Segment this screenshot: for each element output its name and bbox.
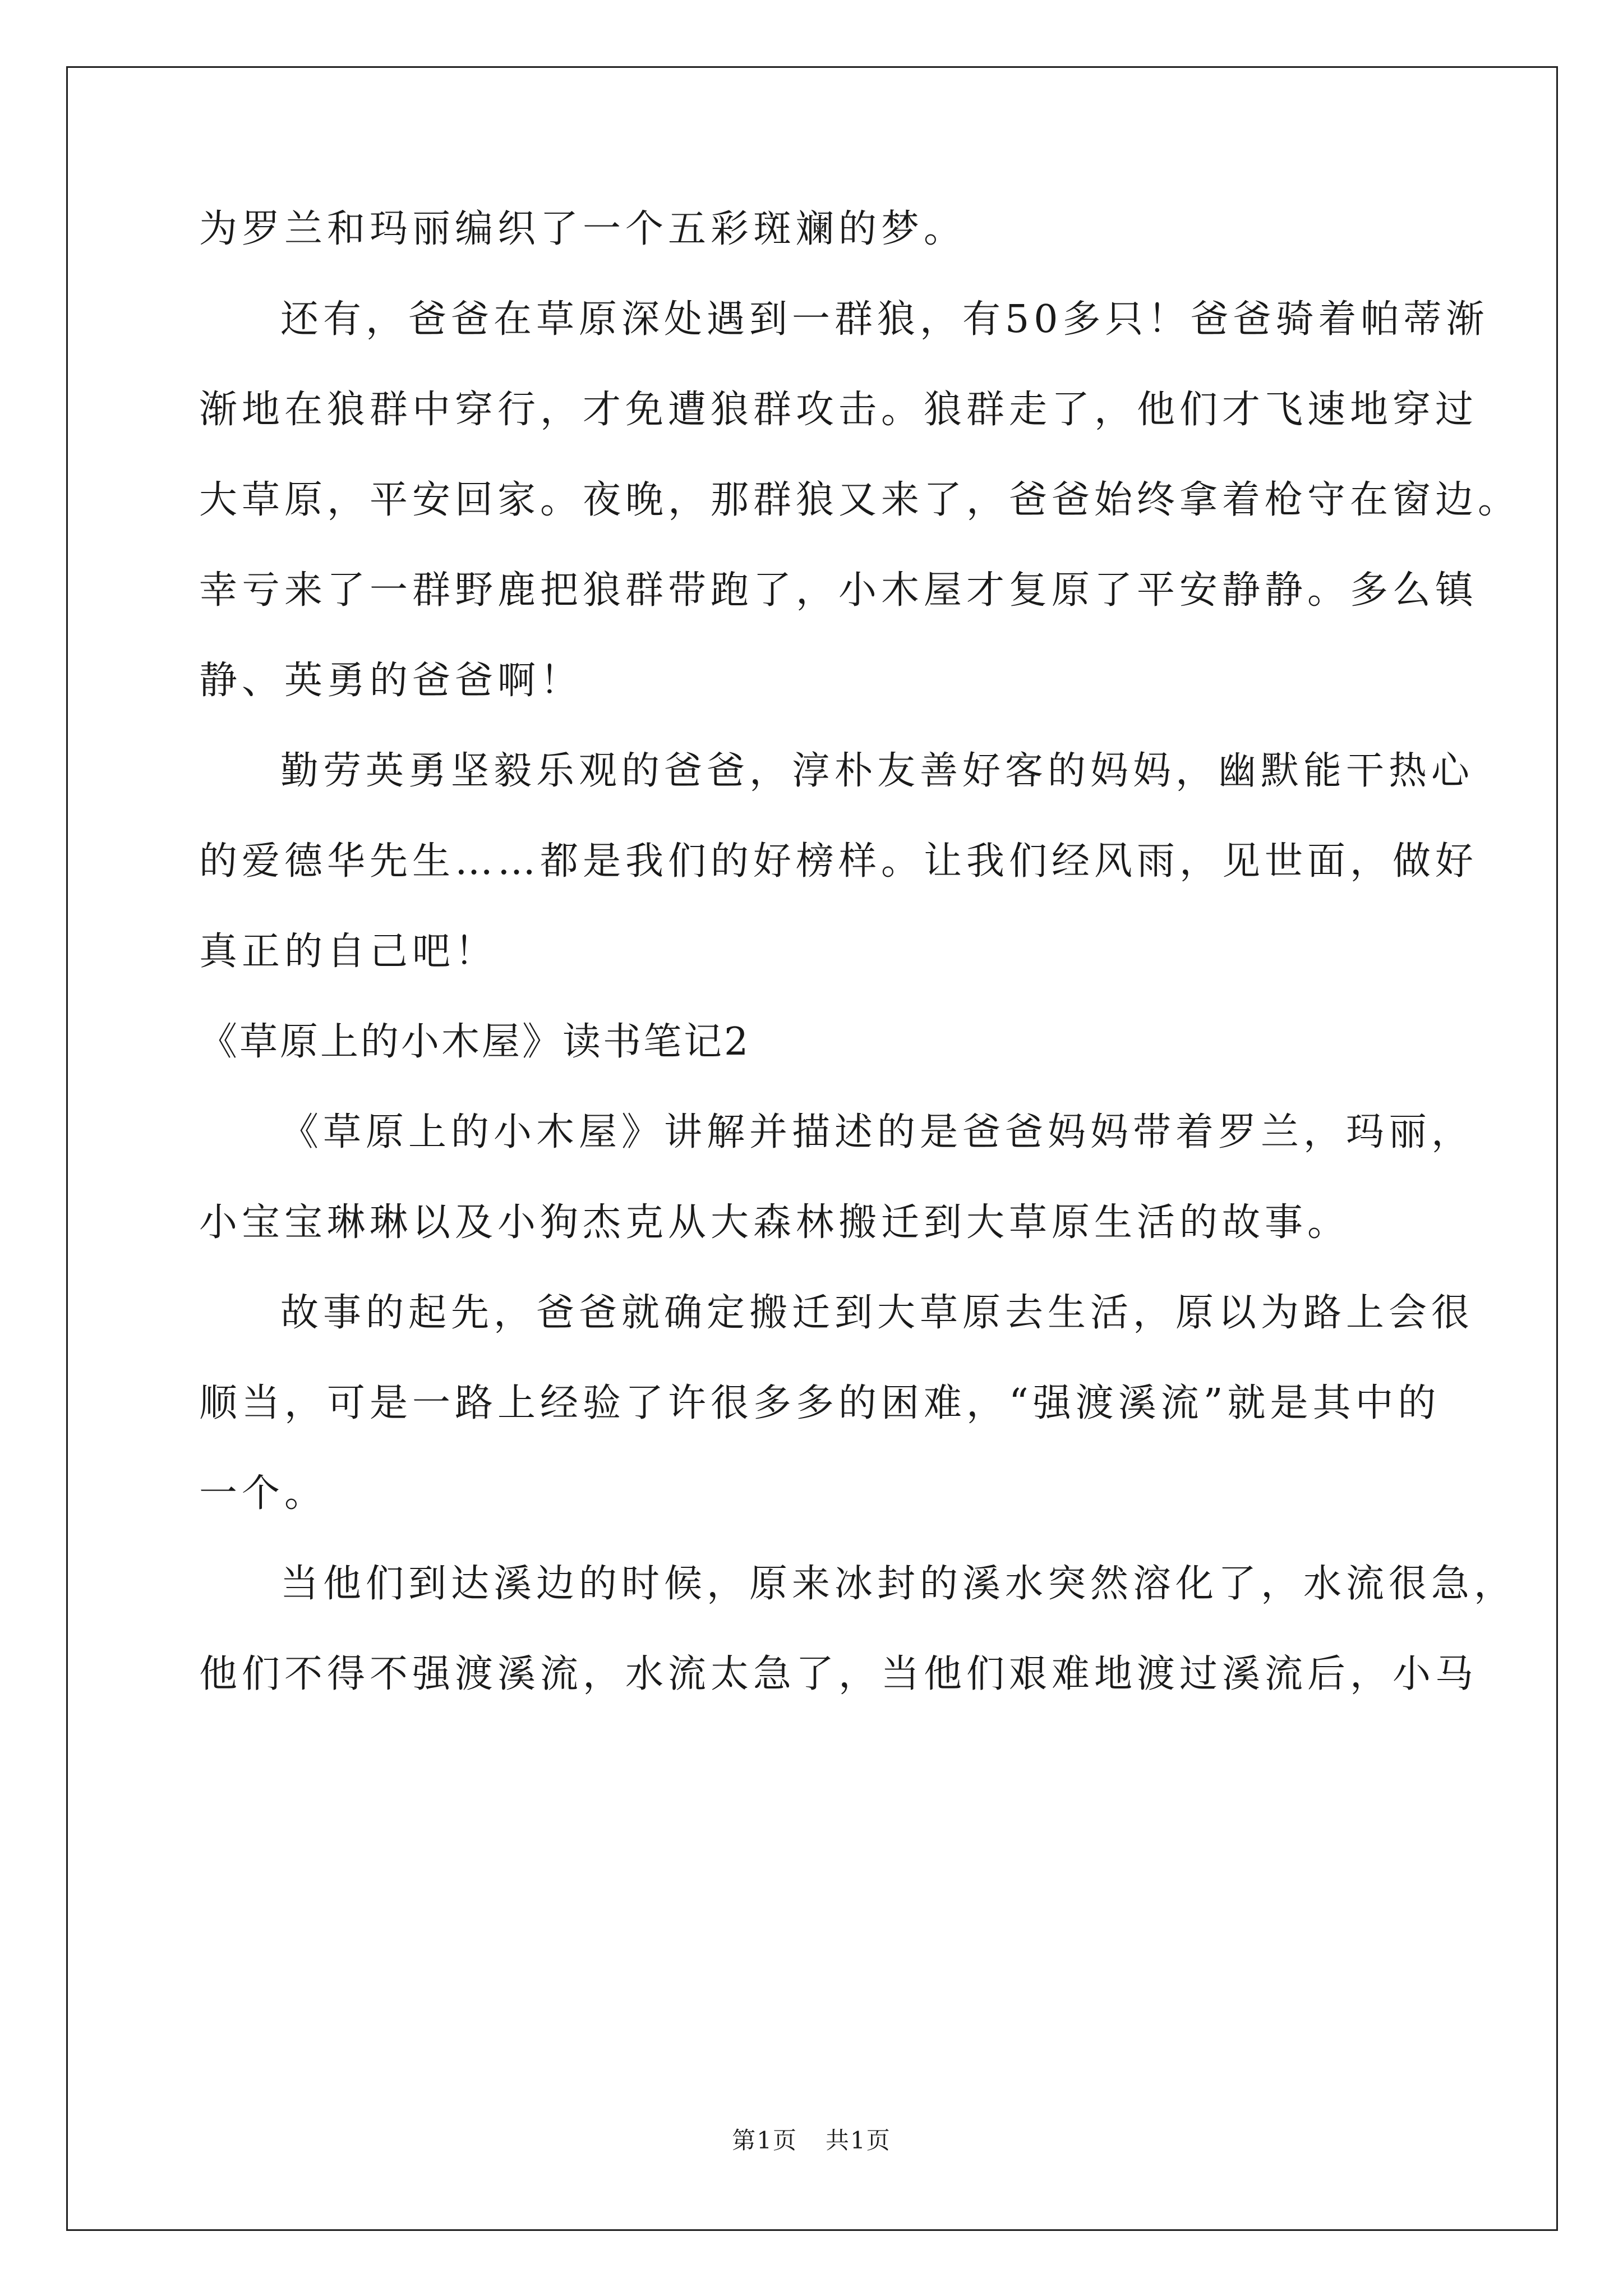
page-number: 第1页 — [732, 2127, 797, 2154]
text-line: 勤劳英勇坚毅乐观的爸爸，淳朴友善好客的妈妈，幽默能干热心 — [280, 749, 1474, 793]
text-line: 《草原上的小木屋》讲解并描述的是爸爸妈妈带着罗兰，玛丽， — [280, 1110, 1474, 1154]
text-line: 渐地在狼群中穿行，才免遭狼群攻击。狼群走了，他们才飞速地穿过 — [199, 388, 1478, 432]
text-line: 小宝宝琳琳以及小狗杰克从大森林搬迁到大草原生活的故事。 — [199, 1200, 1350, 1245]
text-line: 顺当，可是一路上经验了许很多多的困难，“强渡溪流”就是其中的 — [199, 1381, 1441, 1425]
text-line: 一个。 — [199, 1471, 328, 1516]
text-line: 真正的自己吧！ — [199, 930, 498, 974]
text-line: 静、英勇的爸爸啊！ — [199, 659, 583, 703]
text-line: 还有，爸爸在草原深处遇到一群狼，有50多只！爸爸骑着帕蒂渐 — [280, 297, 1489, 342]
page-total: 共1页 — [826, 2127, 891, 2154]
text-line: 为罗兰和玛丽编织了一个五彩斑斓的梦。 — [199, 207, 967, 251]
text-line: 当他们到达溪边的时候，原来冰封的溪水突然溶化了，水流很急， — [280, 1562, 1517, 1606]
text-line: 的爱德华先生……都是我们的好榜样。让我们经风雨，见世面，做好 — [199, 839, 1478, 884]
section-heading: 《草原上的小木屋》读书笔记2 — [199, 1020, 751, 1064]
page-footer — [0, 2129, 1623, 2152]
text-line: 故事的起先，爸爸就确定搬迁到大草原去生活，原以为路上会很 — [280, 1291, 1474, 1335]
text-line: 他们不得不强渡溪流，水流太急了，当他们艰难地渡过溪流后，小马 — [199, 1652, 1478, 1696]
document-body — [199, 207, 1521, 1746]
text-line: 大草原，平安回家。夜晚，那群狼又来了，爸爸始终拿着枪守在窗边。 — [199, 478, 1521, 522]
text-line: 幸亏来了一群野鹿把狼群带跑了，小木屋才复原了平安静静。多么镇 — [199, 568, 1478, 613]
